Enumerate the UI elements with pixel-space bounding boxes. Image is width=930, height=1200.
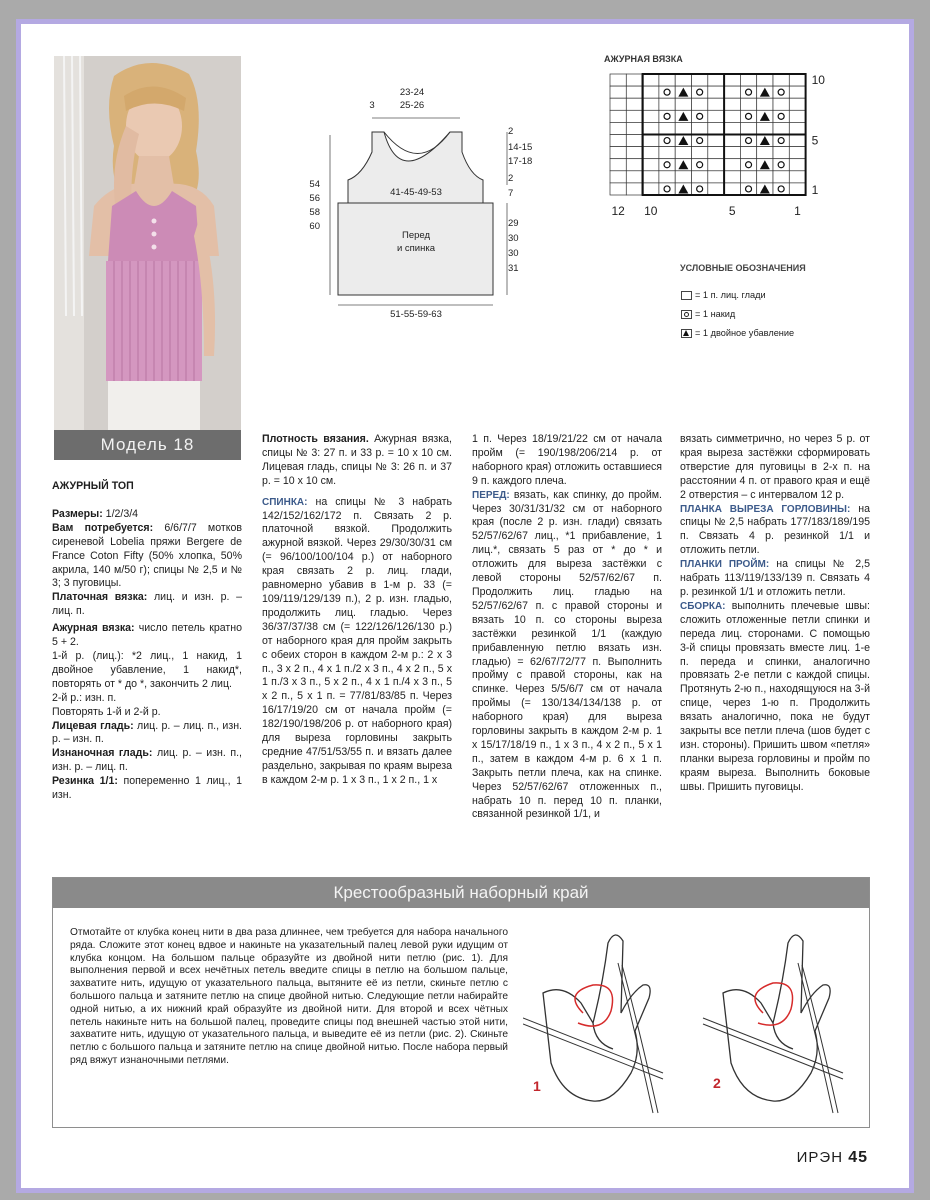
chart-cell	[610, 159, 626, 171]
figure-1-label: 1	[533, 1078, 541, 1094]
chart-cell	[724, 98, 740, 110]
back-instructions: СПИНКА: на спицы № 3 набрать 142/152/162/172 п. Связать 2 р. платочной вязкой. Продолжить ажурной вязкой. Через 29/30/30/31 см (= 96/100/100/104 р.) от наборного края связать 2 р. лиц. глади, равномерно убавив в 1-м р. 33 (= 109/119/129/139 п.), 2 р. изн. гладью, продолжить лиц. гладью. Через 36/37/37/38 см (= 122/126/126/130 р.) от наборного края для пройм закрыть с обеих сторон в каждом 2-м р.: 2 x 3 п., 3 x 2 п., 4 x 1 п./2 x 3 п., 4 x 2 п., 5 x 1 п./3 x 3 п., 5 x 2 п., 4 x 1 п./4 x 3 п., 5 x 2 п., 5 x 1 п. = 77/81/83/85 п. Через 16/17/19/20 см от начала пройм (= 182/190/198/206 р. от наборного края) для выреза горловины закрыть средние 47/51/53/55 п. и вязать далее раздельно, закрывая по краям выреза в каждом 2-м р. 1 x 3 п., 1 x 2 п., 1 x	[262, 495, 452, 786]
chart-cell	[708, 171, 724, 183]
chart-cell	[789, 135, 805, 147]
chart-cell	[708, 122, 724, 134]
body-label-2: и спинка	[396, 243, 436, 254]
yarn-over-icon	[778, 89, 784, 95]
chart-cell	[643, 147, 659, 159]
yarn-over-icon	[664, 138, 670, 144]
chart-cell	[675, 98, 691, 110]
neckband: ПЛАНКА ВЫРЕЗА ГОРЛОВИНЫ: на спицы № 2,5 набрать 177/183/189/195 п. Связать 4 р. резинкой 1/1 и отложить петли.	[680, 502, 870, 557]
chart-cell	[610, 147, 626, 159]
dim-l-58: 58	[309, 207, 320, 218]
row-label-1: 1	[811, 183, 819, 197]
yarn-over-icon	[746, 138, 752, 144]
dim-l-56: 56	[309, 193, 320, 204]
chart-cell	[643, 110, 659, 122]
model-label: Модель 18	[54, 430, 241, 460]
front-continued: вязать симметрично, но через 5 р. от края выреза застёжки сформировать отверстие для пуговицы в 2-х п. на расстоянии 4 п. от правого края и ещё 2 отверстия – с интервалом 12 р.	[680, 433, 870, 501]
garter-stitch: Платочная вязка: лиц. и изн. р. – лиц. п.	[52, 591, 242, 618]
chart-cell	[626, 171, 642, 183]
chart-cell	[789, 86, 805, 98]
dim-r-30b: 30	[508, 248, 519, 259]
chart-cell	[724, 159, 740, 171]
col-label-1: 1	[794, 204, 801, 218]
lace-stitch: Ажурная вязка: число петель кратно 5 + 2.	[52, 622, 242, 649]
chart-cell	[708, 147, 724, 159]
chart-cell	[757, 171, 773, 183]
hands-illustration	[523, 923, 863, 1123]
reverse-stockinette: Изнаночная гладь: лиц. р. – изн. п., изн. р. – лиц. п.	[52, 747, 242, 774]
chart-cell	[643, 159, 659, 171]
sizes: Размеры: 1/2/3/4	[52, 507, 139, 520]
dim-l-60: 60	[309, 221, 320, 232]
chart-cell	[740, 171, 756, 183]
materials: Вам потребуется: 6/6/7/7 мотков сиреневой Lobelia пряжи Bergere de France Coton Fifty (50% хлопка, 50% акрила, 140 м/50 г); спицы № 2,5 и № 3; 3 пуговицы.	[52, 521, 242, 590]
chart-cell	[724, 171, 740, 183]
chart-cell	[773, 74, 789, 86]
chart-cell	[626, 122, 642, 134]
yarn-over-icon	[746, 89, 752, 95]
yarn-over-icon	[664, 186, 670, 192]
dim-bottom: 51-55-59-63	[390, 309, 442, 320]
yarn-over-icon	[664, 113, 670, 119]
armhole-bands: ПЛАНКИ ПРОЙМ: на спицы № 2,5 набрать 113/119/133/139 п. Связать 4 р. резинкой 1/1 и отложить петли.	[680, 558, 870, 598]
chart-cell	[740, 147, 756, 159]
column-2	[262, 433, 452, 788]
chart-cell	[692, 122, 708, 134]
dim-r-31: 31	[508, 263, 519, 274]
lace-repeat: Повторять 1-й и 2-й р.	[52, 705, 161, 718]
figure-2-label: 2	[713, 1075, 721, 1091]
chart-cell	[789, 147, 805, 159]
chart-cell	[724, 74, 740, 86]
yarn-over-icon	[778, 186, 784, 192]
chart-cell	[708, 74, 724, 86]
section-text: Отмотайте от клубка конец нити в два раза длиннее, чем требуется для набора начального ряда. Сложите этот конец вдвое и накиньте на указательный палец левой руки идущим от клубка концом. На большом пальце образуйте из двойной нити петлю (рис. 1). Для выполнения первой и всех нечётных петель введите спицы в петлю на большом пальце, захватите нить, идущую от указательного пальца, вытяните её из петли, скиньте петлю с большого пальца и затяните петлю на спице двойной нитью. Следующие петли набирайте одной нитью, а их нижний край образуйте из двойной нити. Для второй и всех чётных петель накиньте нить на большой палец, проведите спицы под внешней частью этой нити, захватите нить, идущую от указательного пальца, и выведите её из петли (рис. 2). Скиньте петлю с большого пальца и затяните петлю на спице двойной нитью. После набора первый ряд вяжут изнаночными петлями.	[70, 927, 508, 1066]
yarn-over-icon	[778, 113, 784, 119]
chart-cell	[643, 98, 659, 110]
yarn-over-icon	[746, 113, 752, 119]
garment-schematic	[300, 80, 540, 320]
col-label-5: 5	[728, 204, 736, 218]
cast-on-section	[52, 877, 870, 1128]
chart-cell	[659, 74, 675, 86]
chart-cell	[757, 74, 773, 86]
chart-cell	[610, 98, 626, 110]
chart-cell	[789, 122, 805, 134]
dim-l-54: 54	[309, 179, 320, 190]
row-label-10: 10	[811, 73, 825, 88]
column-3	[472, 433, 662, 822]
chart-cell	[643, 183, 659, 195]
yarn-over-icon	[697, 113, 703, 119]
chart-cell	[708, 110, 724, 122]
chart-cell	[626, 86, 642, 98]
chart-cell	[643, 122, 659, 134]
yarn-over-icon	[778, 162, 784, 168]
chart-cell	[610, 171, 626, 183]
chart-cell	[708, 86, 724, 98]
chart-cell	[757, 147, 773, 159]
model-photo	[54, 56, 241, 460]
dim-r-14: 14-15	[508, 142, 533, 153]
chart-cell	[773, 122, 789, 134]
brand-name: ИРЭН	[796, 1149, 844, 1166]
body-label-1: Перед	[401, 230, 431, 241]
chart-cell	[708, 135, 724, 147]
chart-cell	[659, 98, 675, 110]
chart-cell	[708, 183, 724, 195]
chart-cell	[626, 147, 642, 159]
dim-top-b: 25-26	[399, 100, 425, 111]
yarn-over-icon	[778, 138, 784, 144]
assembly: СБОРКА: выполнить плечевые швы: сложить отложенные петли спинки и переда лиц. сторонами. С помощью 3-й спицы провязать вместе лиц. 1-е п. переда и спинки, аналогично провязать 2-е петли с каждой спицы. Протянуть 2-ю п., находящуюся на 3-й спице, через 1-ю п. Продолжить вязать аналогично, пока не будут закрыты все петли плеча (шов будет с изн. стороны). Пришить швом «петля» планки выреза горловины и пройм по краям выреза. Выполнить боковые швы. Пришить пуговицы.	[680, 599, 870, 793]
column-4	[680, 433, 870, 795]
chart-cell	[789, 171, 805, 183]
hand-figure-1	[543, 935, 650, 1101]
chart-cell	[740, 74, 756, 86]
row-label-5: 5	[811, 133, 819, 148]
knit-square-icon	[681, 291, 692, 300]
legend-item-knit: = 1 п. лиц. глади	[681, 286, 794, 305]
chart-cell	[610, 122, 626, 134]
chart-cell	[610, 110, 626, 122]
chart-cell	[789, 183, 805, 195]
dim-r-29: 29	[508, 218, 519, 229]
chart-cell	[610, 74, 626, 86]
chart-cell	[789, 159, 805, 171]
chart-cell	[626, 110, 642, 122]
chart-cell	[675, 74, 691, 86]
chart-cell	[675, 122, 691, 134]
col-label-12: 12	[611, 204, 625, 218]
yarn-over-icon	[697, 138, 703, 144]
chart-cell	[773, 147, 789, 159]
chart-cell	[789, 74, 805, 86]
double-decrease-icon	[681, 329, 692, 338]
yarn-over-icon	[697, 186, 703, 192]
chart-cell	[789, 98, 805, 110]
chart-cell	[626, 183, 642, 195]
chart-cell	[724, 122, 740, 134]
chart-cell	[740, 122, 756, 134]
chart-cell	[708, 98, 724, 110]
dim-r-7: 7	[508, 188, 514, 199]
legend-item-yo: = 1 накид	[681, 305, 794, 324]
chart-cell	[610, 86, 626, 98]
chart-cell	[675, 171, 691, 183]
lace-row-1: 1-й р. (лиц.): *2 лиц., 1 накид, 1 двойное убавление, 1 накид*, повторять от * до *, закончить 2 лиц.	[52, 649, 242, 690]
chart-cell	[643, 171, 659, 183]
lace-chart	[596, 66, 836, 226]
chart-cell	[692, 74, 708, 86]
legend-title: УСЛОВНЫЕ ОБОЗНАЧЕНИЯ	[680, 263, 806, 273]
chart-cell	[724, 135, 740, 147]
chart-cell	[643, 135, 659, 147]
chart-cell	[692, 171, 708, 183]
yarn-over-icon	[746, 186, 752, 192]
chart-cell	[610, 183, 626, 195]
page-number: 45	[848, 1149, 868, 1166]
chart-cell	[724, 147, 740, 159]
chart-cell	[692, 98, 708, 110]
chart-cell	[626, 74, 642, 86]
hand-figure-2	[723, 935, 830, 1101]
chart-cell	[659, 122, 675, 134]
chart-cell	[757, 98, 773, 110]
stockinette: Лицевая гладь: лиц. р. – лиц. п., изн. р. – изн. п.	[52, 719, 242, 746]
dim-r-30a: 30	[508, 233, 519, 244]
chart-cell	[643, 74, 659, 86]
chart-cell	[692, 147, 708, 159]
chart-cell	[789, 110, 805, 122]
lace-row-2: 2-й р.: изн. п.	[52, 691, 117, 704]
chart-title: АЖУРНАЯ ВЯЗКА	[604, 54, 683, 64]
chart-cell	[724, 110, 740, 122]
section-title: Крестообразный наборный край	[53, 878, 869, 908]
col-label-10: 10	[644, 204, 658, 218]
column-1	[52, 480, 242, 803]
density: Плотность вязания. Ажурная вязка, спицы № 3: 27 п. и 33 р. = 10 x 10 см. Лицевая гладь, спицы № 3: 26 п. и 37 р. = 10 x 10 см.	[262, 433, 452, 487]
chart-cell	[659, 171, 675, 183]
chart-cell	[675, 147, 691, 159]
chart-cell	[610, 135, 626, 147]
yarn-over-icon	[746, 162, 752, 168]
chart-cell	[740, 98, 756, 110]
dim-r-2b: 2	[508, 173, 514, 184]
yarn-over-icon	[697, 89, 703, 95]
front-instructions: ПЕРЕД: вязать, как спинку, до пройм. Через 30/31/31/32 см от наборного края (после 2 р. изн. глади) связать 52/57/62/67 лиц., *1 прибавление, 1 лиц.*, связать 5 раз от * до * и отложить для выреза застёжки с левой стороны 52/57/62/67 п. Продолжить лиц. гладью на 52/57/62/67 п. с правой стороны и вязать 10 п. со стороны выреза застёжки резинкой 1/1 (каждую прибавленную петлю вязать изн. гладью) = 62/67/72/77 п. Выполнить пройму с правой стороны, как на спинке. Через 5/5/6/7 см от начала проймы (= 130/134/134/138 р. от наборного края) для выреза горловины закрыть в каждом 2-м р. 1 x 15/17/18/19 п., 1 x 3 п., 4 x 2 п., 5 x 1 п., затем в каждом 4-м р. 6 x 1 п. Закрыть петли плеча, как на спинке. Через 52/57/62/67 отложенных п., набрать 10 п. перед 10 п. планки, связанной резинкой 1/1, и	[472, 488, 662, 821]
chart-cell	[708, 159, 724, 171]
chart-cell	[773, 98, 789, 110]
chart-cell	[626, 135, 642, 147]
yarn-over-icon	[664, 89, 670, 95]
dim-r-17: 17-18	[508, 156, 533, 167]
dim-mid: 41-45-49-53	[390, 187, 442, 198]
dim-left-3: 3	[369, 100, 375, 111]
model-photo-illustration	[54, 56, 241, 460]
chart-cell	[724, 183, 740, 195]
back-continued: 1 п. Через 18/19/21/22 см от начала пройм (= 190/198/206/214 р. от наборного края) отложить оставшиеся 9 п. каждого плеча.	[472, 433, 662, 487]
chart-cell	[659, 147, 675, 159]
chart-cell	[757, 122, 773, 134]
rib-1x1: Резинка 1/1: попеременно 1 лиц., 1 изн.	[52, 775, 243, 802]
legend-item-dec: = 1 двойное убавление	[681, 324, 794, 343]
dim-top-a: 23-24	[399, 87, 425, 98]
chart-cell	[724, 86, 740, 98]
chart-cell	[626, 159, 642, 171]
article-title: АЖУРНЫЙ ТОП	[52, 480, 134, 492]
page-footer	[797, 1149, 868, 1167]
chart-cell	[626, 98, 642, 110]
legend	[681, 286, 794, 343]
chart-cell	[773, 171, 789, 183]
yarn-over-icon	[664, 162, 670, 168]
chart-cell	[643, 86, 659, 98]
yarn-over-icon	[697, 162, 703, 168]
dim-r-2a: 2	[508, 126, 514, 137]
yarn-over-icon	[681, 310, 692, 319]
